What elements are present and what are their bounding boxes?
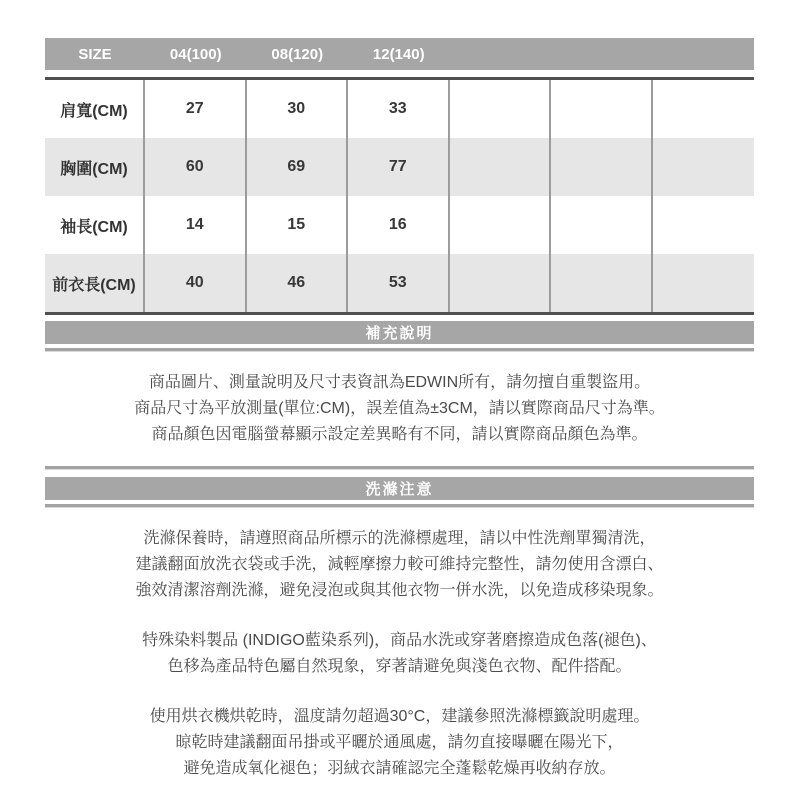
row-label-sleeve: 袖長(CM) [45,196,145,254]
size-table-header-12-140: 12(140) [372,45,425,63]
table-cell-empty [551,254,653,312]
row-label-front-length: 前衣長(CM) [45,254,145,312]
washing-title-label: 洗滌注意 [365,481,434,498]
table-cell-empty [551,80,653,138]
table-cell-empty [653,80,755,138]
section-title-supplement [45,321,754,344]
washing-para2-line-2: 色移為產品特色屬自然現象，穿著請避免與淺色衣物、配件搭配。 [167,658,632,675]
table-cell: 15 [247,196,349,254]
washing-para3-line-2: 晾乾時建議翻面吊掛或平曬於通風處，請勿直接曝曬在陽光下， [175,734,624,751]
table-row-shoulder [45,80,754,138]
drying-text [45,704,754,782]
table-cell: 16 [348,196,450,254]
table-row-sleeve [45,196,754,254]
washing-para3-line-3: 避免造成氧化褪色；羽絨衣請確認完全蓬鬆乾燥再收納存放。 [183,760,616,777]
size-table-header-08-120: 08(120) [271,45,324,63]
supplement-line-1: 商品圖片、測量說明及尺寸表資訊為EDWIN所有，請勿擅自重製盜用。 [148,374,651,391]
table-cell: 46 [247,254,349,312]
washing-para1-line-1: 洗滌保養時，請遵照商品所標示的洗滌標處理，請以中性洗劑單獨清洗， [143,530,656,547]
table-cell: 30 [247,80,349,138]
washing-para1-line-2: 建議翻面放洗衣袋或手洗，減輕摩擦力較可維持完整性，請勿使用含漂白、 [135,556,664,573]
table-cell: 27 [145,80,247,138]
size-table-header-size: SIZE [78,45,112,63]
table-cell-empty [450,138,552,196]
table-cell-empty [653,138,755,196]
table-cell-empty [551,196,653,254]
washing-para3-line-1: 使用烘衣機烘乾時，溫度請勿超過30°C，建議參照洗滌標籤說明處理。 [149,708,650,725]
product-info-section [45,38,754,782]
size-table-header-04-100: 04(100) [169,45,222,63]
washing-para1-line-3: 強效清潔溶劑洗滌，避免浸泡或與其他衣物一併水洗，以免造成移染現象。 [135,582,664,599]
table-cell-empty [450,254,552,312]
row-label-shoulder: 肩寬(CM) [45,80,145,138]
divider-rule [45,348,754,352]
washing-care-text [45,526,754,604]
table-row-front-length [45,254,754,312]
table-cell: 53 [348,254,450,312]
table-cell: 69 [247,138,349,196]
divider-rule [45,504,754,508]
supplement-line-2: 商品尺寸為平放測量(單位:CM)，誤差值為±3CM，請以實際商品尺寸為準。 [134,400,665,417]
indigo-dye-text [45,628,754,680]
supplement-title-label: 補充說明 [365,325,434,342]
table-cell: 77 [348,138,450,196]
supplement-text [45,370,754,448]
washing-para2-line-1: 特殊染料製品 (INDIGO藍染系列)，商品水洗或穿著磨擦造成色落(褪色)、 [142,632,657,649]
table-cell: 33 [348,80,450,138]
size-table-header-row [45,38,754,70]
supplement-line-3: 商品顏色因電腦螢幕顯示設定差異略有不同，請以實際商品顏色為準。 [151,426,648,443]
table-cell: 40 [145,254,247,312]
divider-rule [45,466,754,470]
table-cell-empty [653,196,755,254]
table-row-chest [45,138,754,196]
table-cell-empty [450,80,552,138]
table-cell: 60 [145,138,247,196]
table-cell: 14 [145,196,247,254]
table-cell-empty [450,196,552,254]
size-table [45,77,754,315]
table-cell-empty [551,138,653,196]
table-cell-empty [653,254,755,312]
row-label-chest: 胸圍(CM) [45,138,145,196]
section-title-washing [45,477,754,500]
